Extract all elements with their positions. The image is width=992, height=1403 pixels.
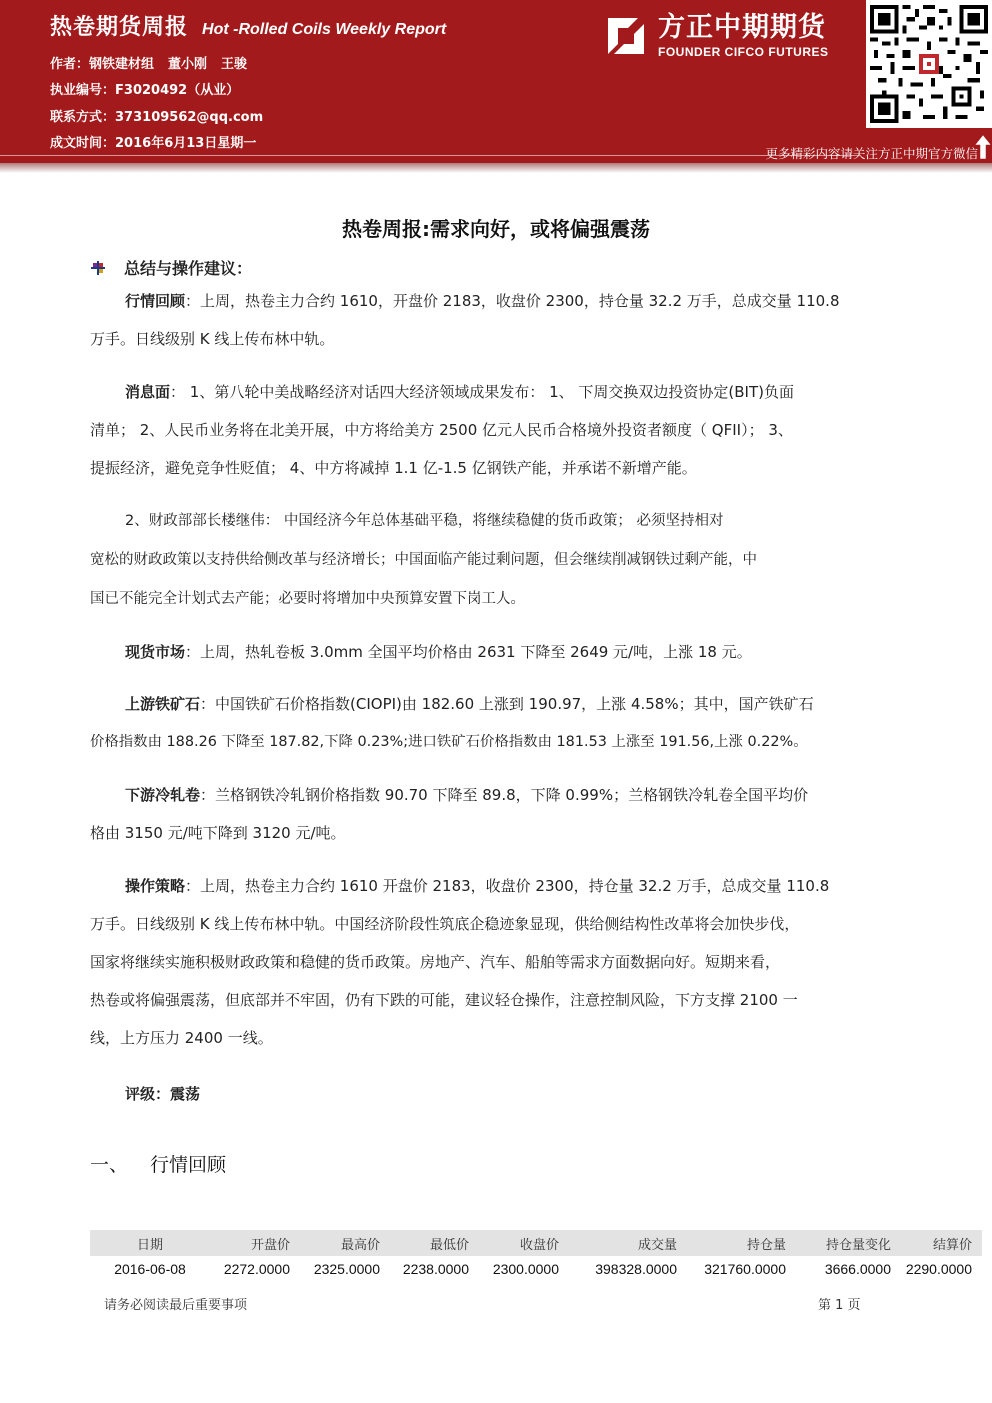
author-group: 钢铁建材组	[89, 57, 155, 72]
review-paragraph	[90, 282, 905, 358]
news-paragraph	[90, 373, 905, 487]
col-header-date: 日期	[90, 1230, 210, 1256]
footer-notice: 请务必阅读最后重要事项	[104, 1298, 248, 1313]
document-title: 热卷周报:需求向好，或将偏强震荡	[342, 217, 650, 241]
col-header-open-interest: 持仓量	[687, 1230, 796, 1256]
finance-line-2: 宽松的财政政策以支持供给侧改革与经济增长；中国面临产能过剩问题，但会继续削减钢铁过剩产能，中	[90, 552, 757, 568]
founder-logo-icon	[604, 14, 648, 58]
strategy-line-1: ：上周，热卷主力合约 1610 开盘价 2183，收盘价 2300，持仓量 32.2 万手，总成交量 110.8	[185, 877, 830, 895]
spot-label: 现货市场	[125, 643, 186, 661]
wechat-follow-text: 更多精彩内容请关注方正中期官方微信	[765, 146, 978, 161]
cell-high: 2325.0000	[313, 1261, 380, 1277]
contact-line	[50, 106, 263, 125]
section-heading-review	[90, 1150, 226, 1177]
contact-value[interactable]: 373109562@qq.com	[115, 110, 264, 125]
date-line	[50, 132, 256, 151]
header-title-en: Hot -Rolled Coils Weekly Report	[202, 21, 447, 38]
table-header-row	[90, 1230, 982, 1256]
cell-oi-change: 3666.0000	[824, 1261, 891, 1277]
news-line-2: 清单； 2、人民币业务将在北美开展，中方将给美方 2500 亿元人民币合格境外投资者额度（ QFII）； 3、	[90, 421, 793, 439]
cell-volume: 398328.0000	[595, 1261, 677, 1277]
qr-code-icon	[870, 4, 988, 124]
strategy-line-4: 热卷或将偏强震荡，但底部并不牢固，仍有下跌的可能，建议轻仓操作，注意控制风险，下方支撑 2100 一	[90, 991, 798, 1009]
col-header-volume: 成交量	[569, 1230, 687, 1256]
cell-date: 2016-06-08	[114, 1261, 186, 1277]
upstream-line-1: ：中国铁矿石价格指数(CIOPI)由 182.60 上涨到 190.97，上涨 4.58%；其中，国产铁矿石	[200, 695, 814, 713]
news-label: 消息面	[125, 383, 171, 401]
arrow-up-icon	[974, 134, 992, 160]
spot-line-1: ：上周，热轧卷板 3.0mm 全国平均价格由 2631 下降至 2649 元/吨，上涨 18 元。	[185, 643, 752, 661]
news-line-1: ： 1、第八轮中美战略经济对话四大经济领域成果发布： 1、 下周交换双边投资协定(BIT)负面	[170, 383, 794, 401]
downstream-label: 下游冷轧卷	[125, 786, 201, 804]
logo-cn: 方正中期期货	[658, 12, 826, 43]
rating-label: 评级	[125, 1085, 156, 1103]
strategy-paragraph	[90, 867, 905, 1057]
report-header	[0, 0, 992, 163]
author-label: 作者：	[50, 57, 90, 72]
header-shadow	[0, 163, 992, 173]
upstream-label: 上游铁矿石	[125, 695, 201, 713]
date-label: 成文时间：	[50, 136, 116, 151]
cell-low: 2238.0000	[402, 1261, 469, 1277]
header-divider	[0, 155, 860, 156]
contact-label: 联系方式：	[50, 110, 116, 125]
summary-heading	[90, 256, 252, 279]
license-label: 执业编号：	[50, 83, 116, 98]
col-header-open: 开盘价	[210, 1230, 300, 1256]
license-line	[50, 79, 239, 98]
logo-en: FOUNDER CIFCO FUTURES	[658, 45, 829, 59]
section-title: 行情回顾	[150, 1154, 227, 1176]
author-name-1: 董小刚	[168, 57, 208, 72]
finance-line-3: 国已不能完全计划式去产能；必要时将增加中央预算安置下岗工人。	[90, 591, 525, 607]
upstream-paragraph	[90, 685, 905, 761]
col-header-low: 最低价	[390, 1230, 479, 1256]
author-line	[50, 53, 247, 72]
spot-paragraph	[90, 633, 905, 671]
wechat-qr-code	[866, 0, 992, 128]
strategy-label: 操作策略	[125, 877, 186, 895]
cell-close: 2300.0000	[492, 1261, 559, 1277]
section-number: 一、	[90, 1154, 129, 1176]
review-label: 行情回顾	[125, 292, 186, 310]
company-logo	[604, 8, 854, 64]
downstream-paragraph	[90, 776, 905, 852]
review-line-1: ：上周，热卷主力合约 1610，开盘价 2183，收盘价 2300，持仓量 32.2 万手，总成交量 110.8	[185, 292, 840, 310]
cell-settle: 2290.0000	[905, 1261, 972, 1277]
cell-open: 2272.0000	[223, 1261, 290, 1277]
strategy-line-2: 万手。日线级别 K 线上传布林中轨。中国经济阶段性筑底企稳迹象显现，供给侧结构性改革将会加快步伐，	[90, 915, 800, 933]
col-header-close: 收盘价	[479, 1230, 569, 1256]
col-header-settle: 结算价	[901, 1230, 982, 1256]
author-name-2: 王骏	[221, 57, 248, 72]
license-value: F3020492（从业）	[115, 83, 240, 98]
finance-line-1: 2、财政部部长楼继伟： 中国经济今年总体基础平稳，将继续稳健的货币政策； 必须坚持相对	[125, 513, 724, 529]
page-number: 第 1 页	[818, 1298, 861, 1313]
rating-paragraph	[90, 1075, 905, 1113]
cell-open-interest: 321760.0000	[704, 1261, 786, 1277]
downstream-line-2: 格由 3150 元/吨下降到 3120 元/吨。	[90, 824, 346, 842]
downstream-line-1: ：兰格钢铁冷轧钢价格指数 90.70 下降至 89.8，下降 0.99%；兰格钢铁冷轧卷全国平均价	[200, 786, 809, 804]
rating-value: ：震荡	[155, 1085, 201, 1103]
date-value: 2016年6月13日星期一	[115, 136, 257, 151]
upstream-line-2: 价格指数由 188.26 下降至 187.82,下降 0.23%;进口铁矿石价格指数由 181.53 上涨至 191.56,上涨 0.22%。	[90, 734, 808, 750]
table-row	[90, 1256, 982, 1282]
finance-paragraph	[90, 502, 905, 619]
col-header-oi-change: 持仓量变化	[796, 1230, 901, 1256]
diamond-bullet-icon	[90, 260, 106, 276]
market-data-table	[90, 1230, 982, 1282]
header-title	[50, 10, 446, 41]
col-header-high: 最高价	[300, 1230, 390, 1256]
summary-heading-text: 总结与操作建议：	[124, 259, 253, 278]
strategy-line-3: 国家将继续实施积极财政政策和稳健的货币政策。房地产、汽车、船舶等需求方面数据向好。短期来看，	[90, 953, 781, 971]
strategy-line-5: 线，上方压力 2400 一线。	[90, 1029, 273, 1047]
header-title-cn: 热卷期货周报	[50, 15, 189, 40]
news-line-3: 提振经济，避免竞争性贬值； 4、中方将减掉 1.1 亿-1.5 亿钢铁产能，并承诺不新增产能。	[90, 459, 697, 477]
review-line-2: 万手。日线级别 K 线上传布林中轨。	[90, 330, 335, 348]
